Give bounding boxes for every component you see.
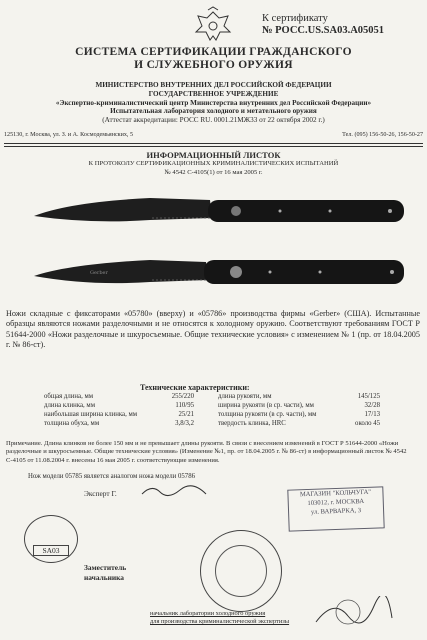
note-paragraph: Примечание. Длина клинков не более 150 мм и не превышает длины рукояти. В связи с внесением изменений в ГОСТ Р 51644-2000 «Ножи разделочные и шкуросъемные. Общие технические условия» (Изменение №1, пр. от 18.04.2005 г. № 86-ст) в информационный листок № 4542 С-4105 от 11.08.2004 г. внесены 16 мая 2005 г. соответствующие изменения.	[6, 440, 407, 464]
shop-stamp	[287, 486, 384, 531]
info-sub-line: № 4542 С-4105(1) от 16 мая 2005 г.	[164, 168, 263, 176]
phone: Тел. (095) 156-50-26, 156-50-27	[342, 132, 423, 138]
ministry-line: МИНИСТЕРСТВО ВНУТРЕННИХ ДЕЛ РОССИЙСКОЙ ФЕДЕРАЦИИ	[95, 81, 332, 89]
spec-row	[44, 402, 194, 409]
stamp-line: МАГАЗИН "КОЛЬЧУГА"	[299, 488, 372, 499]
spec-value: около 45	[355, 420, 380, 427]
spec-label: твердость клинка, HRC	[218, 420, 286, 427]
spec-value: 25/21	[178, 411, 194, 418]
spec-row	[44, 411, 194, 418]
info-sub-line: К ПРОТОКОЛУ СЕРТИФИКАЦИОННЫХ КРИМИНАЛИСТИЧЕСКИХ ИСПЫТАНИЙ	[88, 160, 339, 167]
spec-label: длина рукояти, мм	[218, 393, 272, 400]
spec-value: 32/28	[364, 402, 380, 409]
spec-label: толщина обуха, мм	[44, 420, 100, 427]
ministry-block	[0, 81, 427, 125]
divider	[4, 143, 423, 144]
spec-row	[218, 402, 380, 409]
spec-row	[44, 420, 194, 427]
sa03-stamp	[24, 515, 78, 563]
address: 125130, г. Москва, ул. З. и А. Космодемьянских, 5	[4, 132, 134, 138]
body-text: Ножи складные с фиксаторами «05780» (вверху) и «05786» производства фирмы «Gerber» (США). Испытанные образцы являются ножами разделочными и не относятся к холодному оружию. Соответствуют требованиям ГОСТ Р 51644-2000 «Ножи разделочные и шкуросъемные. Общие технические условия» с изменением № 1 (пр. от 18.04.2005 г. № 86-ст).	[6, 309, 420, 350]
spec-value: 255/220	[171, 393, 194, 400]
ministry-line: «Экспертно-криминалистический центр Министерства внутренних дел Российской Федерации»	[55, 98, 372, 107]
stamp-line: ул. ВАРВАРКА, 3	[310, 507, 362, 516]
analog-line: Нож модели 05785 является аналогом ножа модели 05786	[28, 473, 195, 480]
seal-inner-ring	[215, 545, 267, 597]
footer-line: для производства криминалистической экспертизы	[150, 618, 290, 625]
spec-label: длина клинка, мм	[44, 402, 96, 409]
spec-value: 145/125	[357, 393, 380, 400]
expert-signature-line: Эксперт Г.	[84, 489, 117, 498]
spec-row	[218, 411, 380, 418]
info-subtitle	[0, 160, 427, 177]
spec-label: общая длина, мм	[44, 393, 94, 400]
spec-row	[218, 393, 380, 400]
info-title: ИНФОРМАЦИОННЫЙ ЛИСТОК	[146, 150, 281, 160]
signature-icon	[140, 482, 210, 500]
knife-brand-label: Gerber	[90, 270, 108, 276]
deputy-line: начальника	[84, 572, 124, 582]
system-title-line: СИСТЕМА СЕРТИФИКАЦИИ ГРАЖДАНСКОГО	[75, 46, 352, 58]
system-title	[0, 46, 427, 72]
spec-label: ширина рукояти (в ср. части), мм	[218, 402, 314, 409]
spec-label: толщина рукояти (в ср. части), мм	[218, 411, 317, 418]
coat-of-arms-icon	[190, 6, 236, 46]
official-seal-icon	[200, 530, 282, 612]
sa03-label: SA03	[33, 545, 69, 556]
deputy-line: Заместитель	[84, 563, 127, 572]
footer-block	[150, 610, 410, 626]
certificate-reference	[262, 13, 422, 37]
footer-line: начальник лаборатории холодного оружия	[150, 610, 266, 617]
address-row	[4, 132, 423, 138]
spec-label: наибольшая ширина клинка, мм	[44, 411, 138, 418]
divider	[4, 146, 423, 147]
system-title-line: И СЛУЖЕБНОГО ОРУЖИЯ	[134, 59, 293, 71]
ministry-line: (Аттестат аккредитации: РОСС RU. 0001.21МЖ33 от 22 октября 2002 г.)	[102, 116, 325, 125]
spec-row	[218, 420, 380, 427]
spec-value: 110/95	[175, 402, 194, 409]
ministry-line: Испытательная лаборатория холодного и метательного оружия	[110, 107, 317, 116]
spec-row	[44, 393, 194, 400]
knife-image-05786	[30, 250, 410, 294]
cert-number: № РОСС.US.SA03.A05051	[262, 25, 385, 36]
spec-value: 17/13	[364, 411, 380, 418]
cert-label: К сертификату	[262, 13, 328, 24]
knife-image-05780	[30, 192, 410, 232]
ministry-line: ГОСУДАРСТВЕННОЕ УЧРЕЖДЕНИЕ	[148, 89, 279, 98]
spec-value: 3,8/3,2	[175, 420, 194, 427]
specs-title: Технические характеристики:	[140, 383, 250, 392]
deputy-signature-block	[84, 563, 126, 582]
stamp-line: 103012, г. МОСКВА	[307, 498, 365, 507]
